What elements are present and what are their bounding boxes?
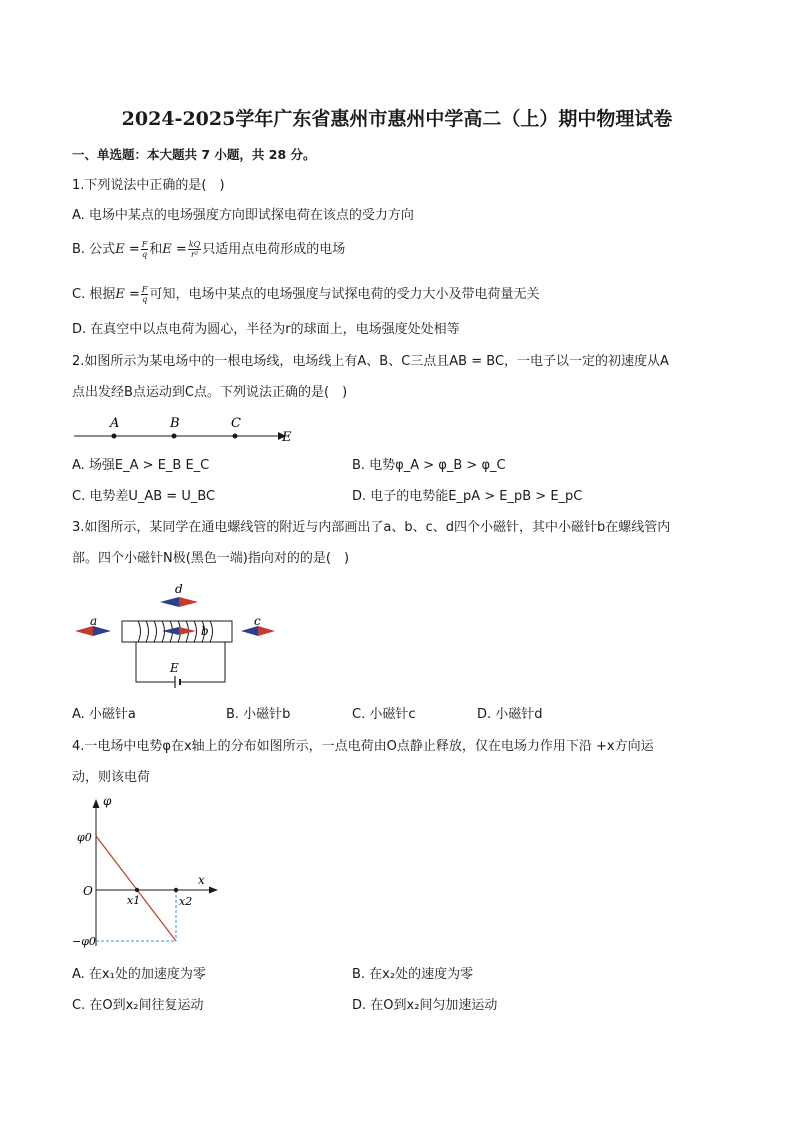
q4-option-a: A. 在x₁处的加速度为零 xyxy=(72,967,206,982)
q3-stem-line2: 部。四个小磁针N极(黑色一端)指向对的的是( ) xyxy=(72,551,350,566)
q1-option-b-prefix: B. 公式 xyxy=(72,242,116,257)
q2-option-c: C. 电势差U_AB = U_BC xyxy=(72,489,216,504)
label-d: d xyxy=(175,582,183,596)
point-x2 xyxy=(174,888,178,892)
q4-stem-line2: 动，则该电荷 xyxy=(72,770,151,785)
q4-stem-line1: 4.一电场中电势φ在x轴上的分布如图所示，一点电荷由O点静止释放，仅在电场力作用下沿 +x方向运 xyxy=(72,739,654,754)
q2-stem-line2: 点出发经B点运动到C点。下列说法正确的是( ) xyxy=(72,385,348,400)
q1-option-c-prefix: C. 根据 xyxy=(72,287,116,302)
electric-field-line-figure xyxy=(72,412,302,446)
point-a-dot xyxy=(112,434,117,439)
q2-option-a: A. 场强E_A > E_B E_C xyxy=(72,458,210,473)
point-b-dot xyxy=(172,434,177,439)
page-title: 2024-2025学年广东省惠州市惠州中学高二（上）期中物理试卷 xyxy=(121,108,673,130)
q4-option-c: C. 在O到x₂间往复运动 xyxy=(72,998,204,1013)
label-phi-axis: φ xyxy=(103,794,112,808)
q3-stem-line1: 3.如图所示，某同学在通电螺线管的附近与内部画出了a、b、c、d四个小磁针，其中小磁针b在螺线管内 xyxy=(72,520,671,535)
label-field-e: E xyxy=(282,430,292,445)
label-origin: O xyxy=(83,884,93,898)
label-x2: x2 xyxy=(179,895,193,908)
q4-option-d: D. 在O到x₂间匀加速运动 xyxy=(352,998,498,1013)
point-c-dot xyxy=(233,434,238,439)
q1-option-d: D. 在真空中以点电荷为圆心，半径为r的球面上，电场强度处处相等 xyxy=(72,322,460,337)
label-a: A xyxy=(110,416,120,431)
q1-option-a: A. 电场中某点的电场强度方向即试探电荷在该点的受力方向 xyxy=(72,208,414,223)
point-x1 xyxy=(135,888,139,892)
label-x1: x1 xyxy=(127,894,141,907)
q1-stem: 1.下列说法中正确的是( ) xyxy=(72,178,225,193)
q2-option-b: B. 电势φ_A > φ_B > φ_C xyxy=(352,458,506,473)
q1-option-b-suffix: 只适用点电荷形成的电场 xyxy=(202,242,346,257)
q3-option-a: A. 小磁针a xyxy=(72,707,136,722)
potential-graph xyxy=(72,796,232,956)
q3-option-b: B. 小磁针b xyxy=(226,707,291,722)
q1-option-c: C. 根据E = $\frac{F}{q}$ 可知，电场中某点的电场强度与试探电荷的受力大小及带电荷量无关 xyxy=(72,285,540,304)
q1-option-b-and: 和 xyxy=(149,242,163,257)
q4-option-b: B. 在x₂处的速度为零 xyxy=(352,967,474,982)
q1-option-b: B. 公式E = $\frac{F}{q}$ 和E = $\frac{kQ}{\text{r²}}$ 只适用点电荷形成的电场 xyxy=(72,240,346,259)
solenoid-figure xyxy=(72,580,282,690)
q2-stem-line1: 2.如图所示为某电场中的一根电场线，电场线上有A、B、C三点且AB = BC，一电子以一定的初速度从A xyxy=(72,354,669,369)
q1-option-c-suffix: 可知，电场中某点的电场强度与试探电荷的受力大小及带电荷量无关 xyxy=(149,287,540,302)
needle-b-north xyxy=(179,627,196,635)
label-b: B xyxy=(170,416,180,431)
section-heading: 一、单选题：本大题共 7 小题，共 28 分。 xyxy=(72,147,316,162)
q3-option-d: D. 小磁针d xyxy=(477,707,543,722)
label-battery-e: E xyxy=(170,661,179,675)
label-a: a xyxy=(90,614,98,628)
needle-d-south xyxy=(160,597,179,607)
needle-d-north xyxy=(179,597,198,607)
q3-option-c: C. 小磁针c xyxy=(352,707,416,722)
q2-option-d: D. 电子的电势能E_pA > E_pB > E_pC xyxy=(352,489,583,504)
label-x-axis: x xyxy=(198,873,205,887)
label-neg-phi0: −φ0 xyxy=(72,935,96,948)
label-phi0: φ0 xyxy=(77,831,92,844)
label-c: C xyxy=(231,416,241,431)
label-c: c xyxy=(254,614,261,628)
label-b: b xyxy=(201,624,209,638)
